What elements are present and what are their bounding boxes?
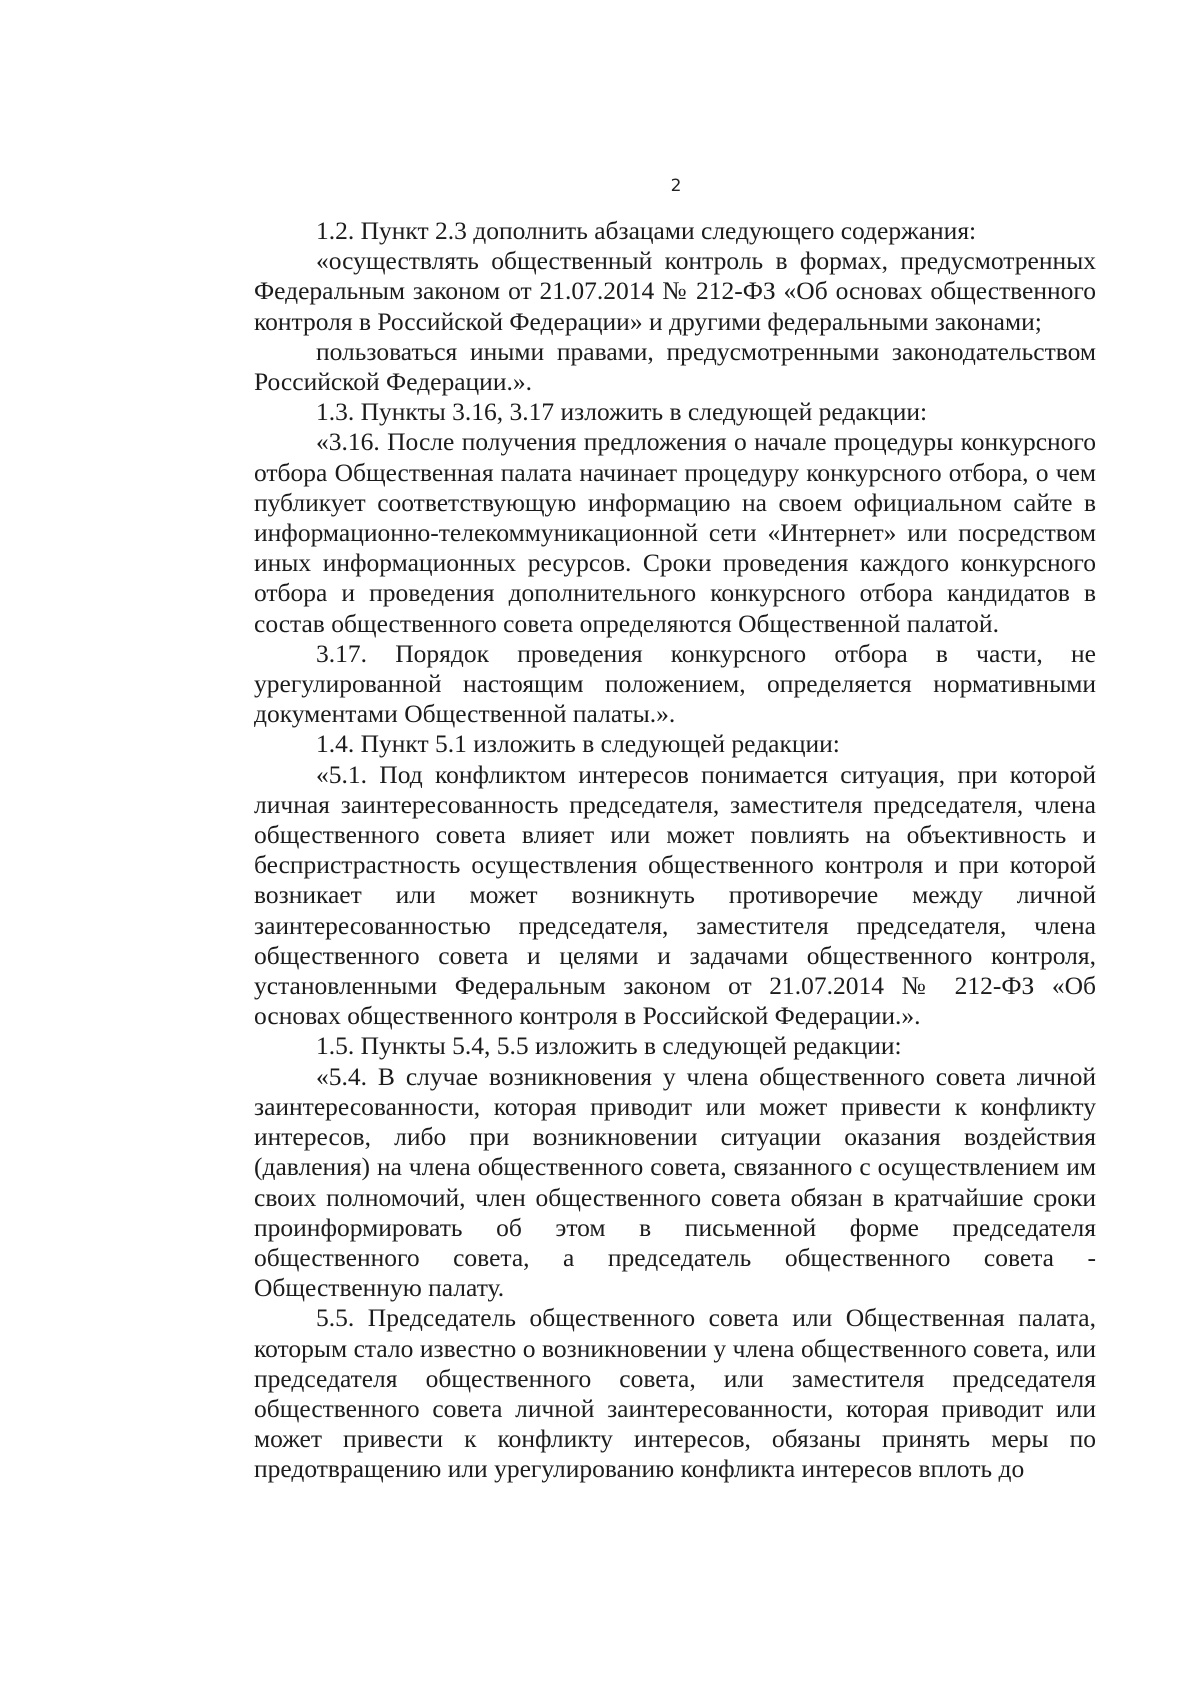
paragraph-5-4: «5.4. В случае возникновения у члена общественного совета личной заинтересованности, которая приводит или может привести к конфликту интересов, либо при возникновении ситуации оказания воздействия (давления) на члена общественного совета, связанного с осуществлением им своих полномочий, член общественного совета обязан в кратчайшие сроки проинформировать об этом в письменной форме председателя общественного совета, а председатель общественного совета - Общественную палату. bbox=[254, 1061, 1096, 1303]
paragraph-1-5-heading: 1.5. Пункты 5.4, 5.5 изложить в следующей редакции: bbox=[316, 1031, 902, 1061]
document-body bbox=[254, 216, 1096, 1485]
paragraph-1-2-heading: 1.2. Пункт 2.3 дополнить абзацами следующего содержания: bbox=[316, 216, 977, 245]
paragraph-other-rights: пользоваться иными правами, предусмотренными законодательством Российской Федерации.». bbox=[254, 336, 1096, 397]
page-number: 2 bbox=[670, 176, 682, 196]
paragraph-5-5: 5.5. Председатель общественного совета или Общественная палата, которым стало известно о возникновении у члена общественного совета, или председателя общественного совета, или заместителя председателя общественного совета личной заинтересованности, которая приводит или может привести к конфликту интересов, обязаны принять меры по предотвращению или урегулированию конфликта интересов вплоть до bbox=[254, 1303, 1096, 1484]
paragraph-3-16: «3.16. После получения предложения о начале процедуры конкурсного отбора Общественная палата начинает процедуру конкурсного отбора, о чем публикует соответствующую информацию на своем официальном сайте в информационно-телекоммуникационной сети «Интернет» или посредством иных информационных ресурсов. Сроки проведения каждого конкурсного отбора и проведения дополнительного конкурсного отбора кандидатов в состав общественного совета определяются Общественной палатой. bbox=[254, 427, 1096, 638]
paragraph-1-4-heading: 1.4. Пункт 5.1 изложить в следующей редакции: bbox=[316, 729, 840, 759]
paragraph-1-3-heading: 1.3. Пункты 3.16, 3.17 изложить в следующей редакции: bbox=[316, 397, 928, 427]
paragraph-5-1: «5.1. Под конфликтом интересов понимается ситуация, при которой личная заинтересованность председателя, заместителя председателя, члена общественного совета влияет или может повлиять на объективность и беспристрастность осуществления общественного контроля и при которой возникает или может возникнуть противоречие между личной заинтересованностью председателя, заместителя председателя, члена общественного совета и целями и задачами общественного контроля, установленными Федеральным законом от 21.07.2014 № 212-ФЗ «Об основах общественного контроля в Российской Федерации.». bbox=[254, 759, 1096, 1031]
paragraph-3-17: 3.17. Порядок проведения конкурсного отбора в части, не урегулированной настоящим положением, определяется нормативными документами Общественной палаты.». bbox=[254, 638, 1096, 729]
paragraph-public-control: «осуществлять общественный контроль в формах, предусмотренных Федеральным законом от 21.07.2014 № 212-ФЗ «Об основах общественного контроля в Российской Федерации» и другими федеральными законами; bbox=[254, 246, 1096, 336]
